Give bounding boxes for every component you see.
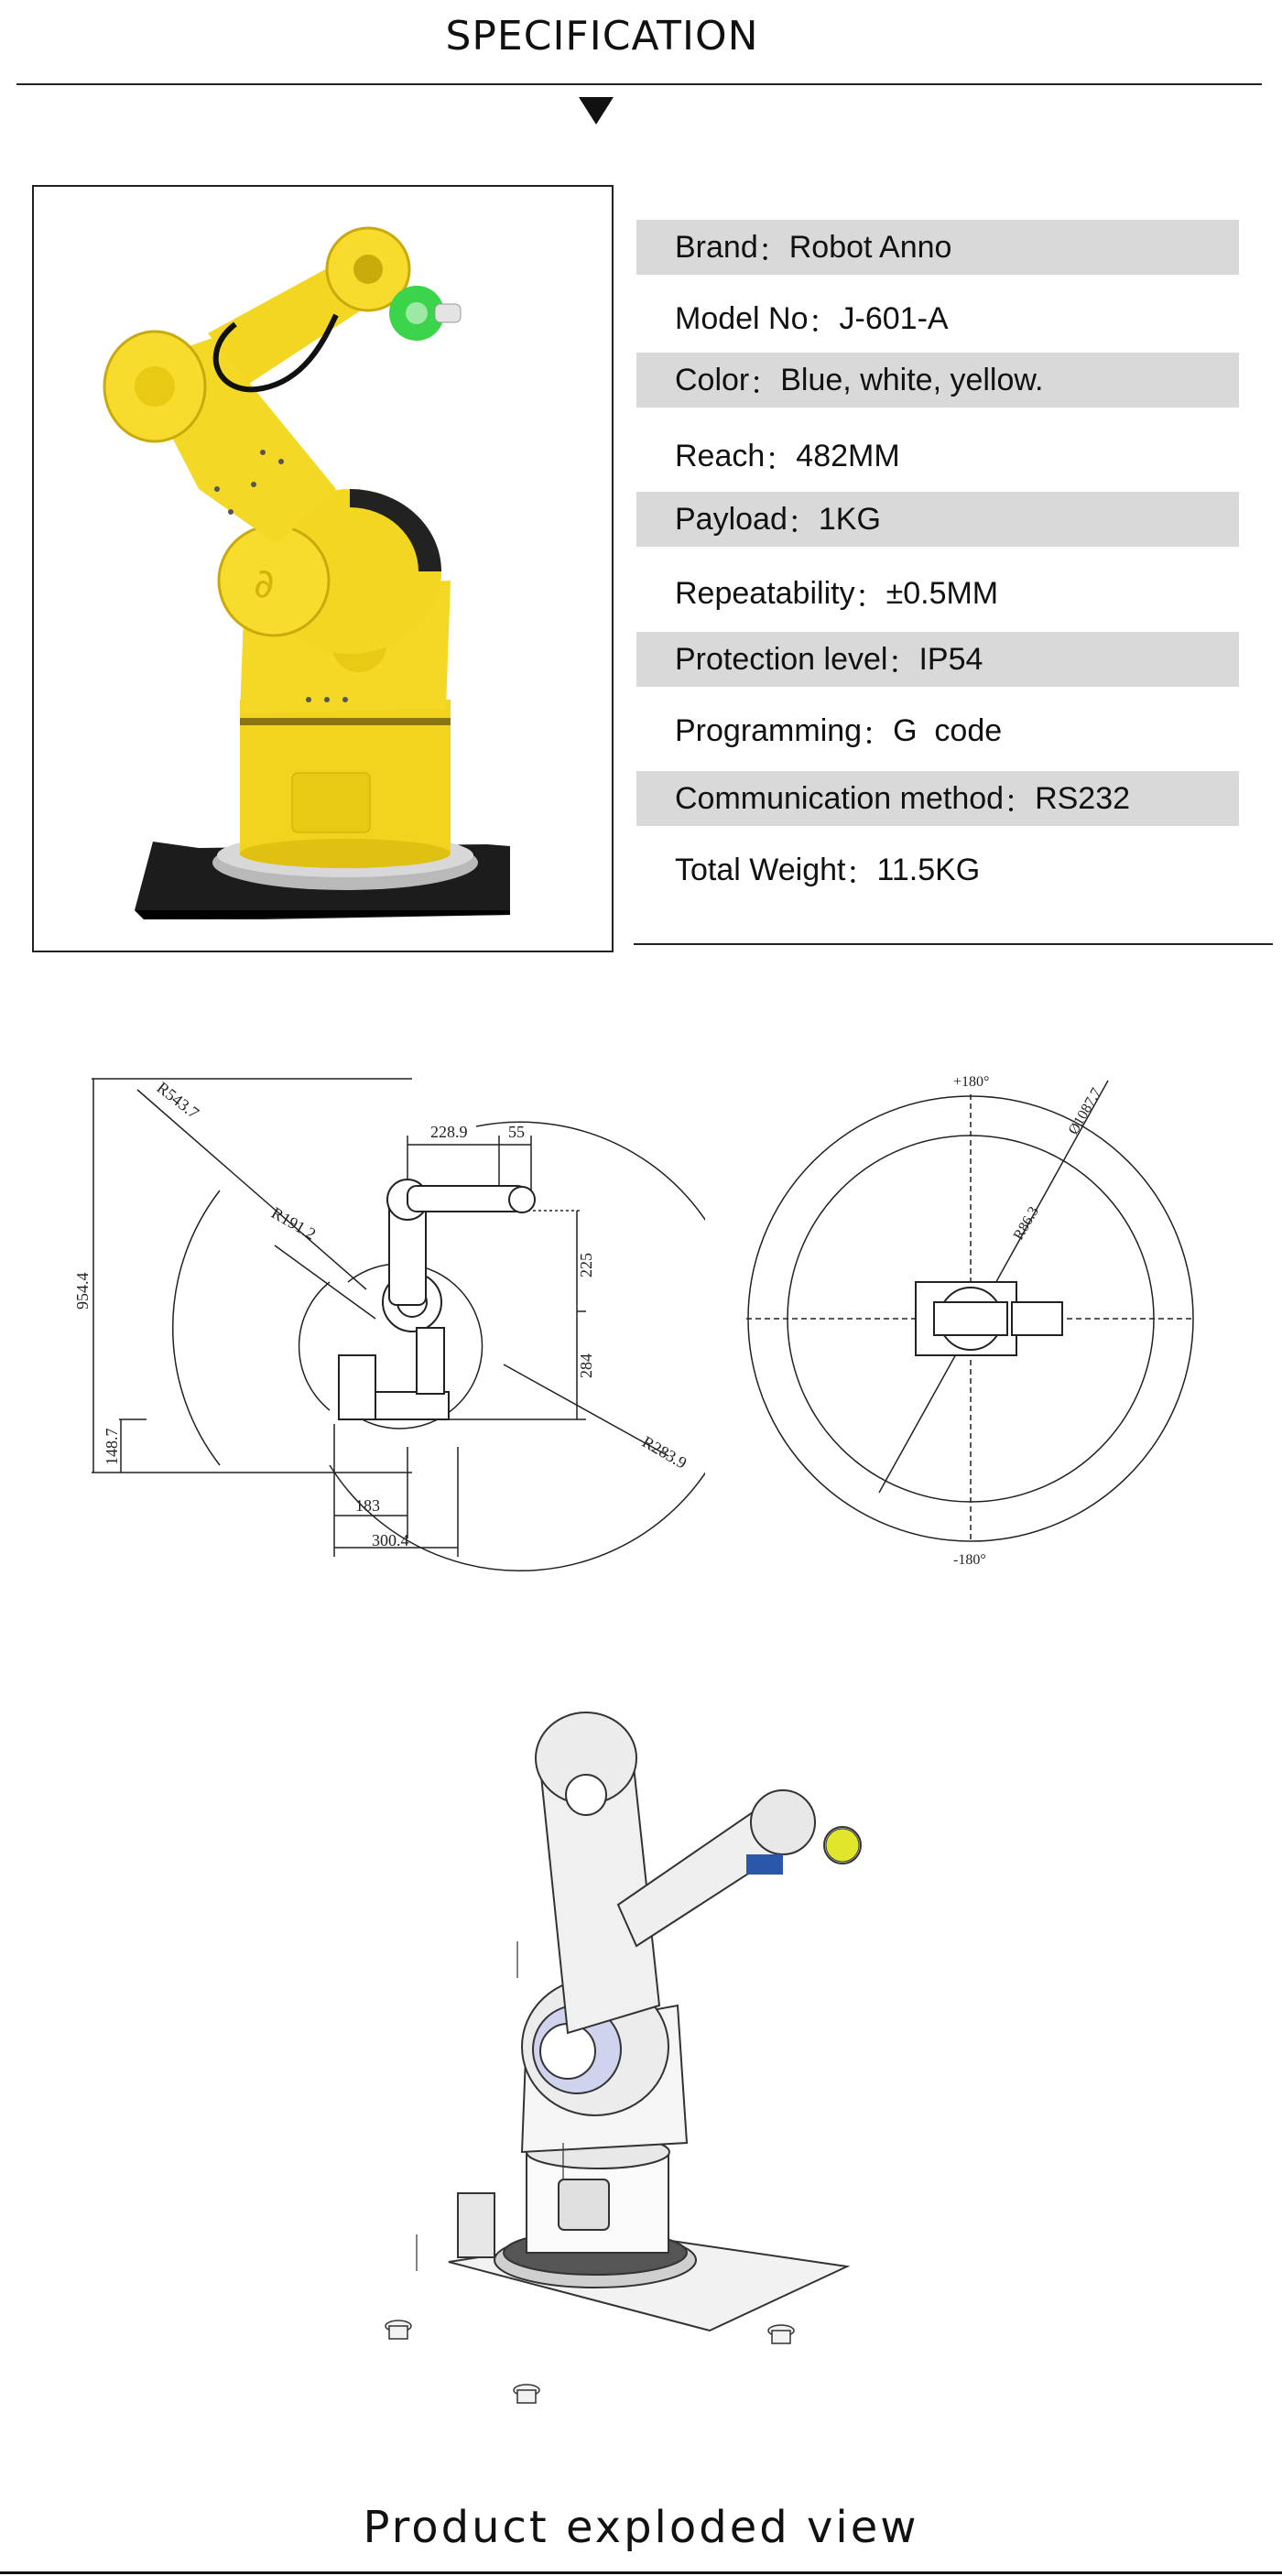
spec-label: Repeatability xyxy=(675,575,855,611)
spec-label: Reach xyxy=(675,438,766,473)
spec-value: 482MM xyxy=(796,438,900,473)
spec-label: Protection level xyxy=(675,641,888,677)
dim-r-outer: R543.7 xyxy=(153,1078,203,1123)
angle-top: +180° xyxy=(953,1074,990,1090)
spec-label: Model No xyxy=(675,300,809,336)
dim-base-w: 183 xyxy=(355,1496,380,1515)
spec-row-weight: Total Weight ： 11.5KG xyxy=(675,852,981,891)
spec-value: Blue, white, yellow. xyxy=(780,362,1044,397)
dim-r-inner: R191.2 xyxy=(268,1203,320,1244)
spec-label: Brand xyxy=(675,229,758,265)
spec-divider xyxy=(634,943,1273,945)
dim-r-back: R283.9 xyxy=(639,1432,690,1473)
spec-value: RS232 xyxy=(1035,780,1131,816)
dim-seg-upper: 225 xyxy=(577,1253,595,1277)
dim-base-h: 148.7 xyxy=(103,1428,121,1465)
dim-diameter-outer: Ø1087.7 xyxy=(1065,1085,1105,1137)
svg-text:∂: ∂ xyxy=(254,560,275,607)
footer-divider xyxy=(0,2571,1282,2574)
spec-value: J-601-A xyxy=(839,300,949,336)
dim-base-w2: 300.4 xyxy=(372,1531,409,1549)
spec-value: ±0.5MM xyxy=(885,575,999,611)
dim-seg-lower: 284 xyxy=(577,1353,595,1378)
spec-row-protection: Protection level ： IP54 xyxy=(636,632,1239,687)
top-view-drawing xyxy=(737,1062,1213,1575)
spec-row-payload: Payload ： 1KG xyxy=(636,492,1239,547)
spec-row-repeatability: Repeatability ： ±0.5MM xyxy=(675,575,999,614)
spec-row-programming: Programming ： G code xyxy=(675,712,1003,752)
spec-value: IP54 xyxy=(918,641,983,677)
dim-height-total: 954.4 xyxy=(73,1272,92,1310)
spec-title: SPECIFICATION xyxy=(445,13,759,60)
product-photo xyxy=(32,185,614,952)
spec-row-reach: Reach ： 482MM xyxy=(675,438,900,477)
spec-label: Total Weight xyxy=(675,852,846,887)
side-view-drawing xyxy=(64,1062,705,1575)
spec-value: 11.5KG xyxy=(876,852,981,887)
spec-value: 1KG xyxy=(818,501,881,537)
dim-width-top: 228.9 xyxy=(430,1123,468,1141)
exploded-view-caption: Product exploded view xyxy=(363,2502,919,2553)
spec-label: Color xyxy=(675,362,750,397)
spec-value: Robot Anno xyxy=(788,229,952,265)
spec-row-color: Color ： Blue, white, yellow. xyxy=(636,353,1239,408)
title-divider xyxy=(16,83,1262,85)
exploded-view-image xyxy=(362,1685,875,2418)
spec-value: G code xyxy=(893,712,1003,748)
angle-bottom: -180° xyxy=(953,1552,986,1568)
spec-label: Programming xyxy=(675,712,863,748)
spec-row-model: Model No ： J-601-A xyxy=(675,300,949,340)
down-arrow-icon xyxy=(579,97,614,125)
spec-label: Communication method xyxy=(675,780,1005,816)
dim-r-inner-top: R86.3 xyxy=(1010,1204,1042,1243)
spec-row-communication: Communication method ： RS232 xyxy=(636,771,1239,826)
spec-label: Payload xyxy=(675,501,788,537)
dim-offset-top: 55 xyxy=(508,1123,525,1141)
spec-row-brand: Brand ： Robot Anno xyxy=(636,220,1239,275)
